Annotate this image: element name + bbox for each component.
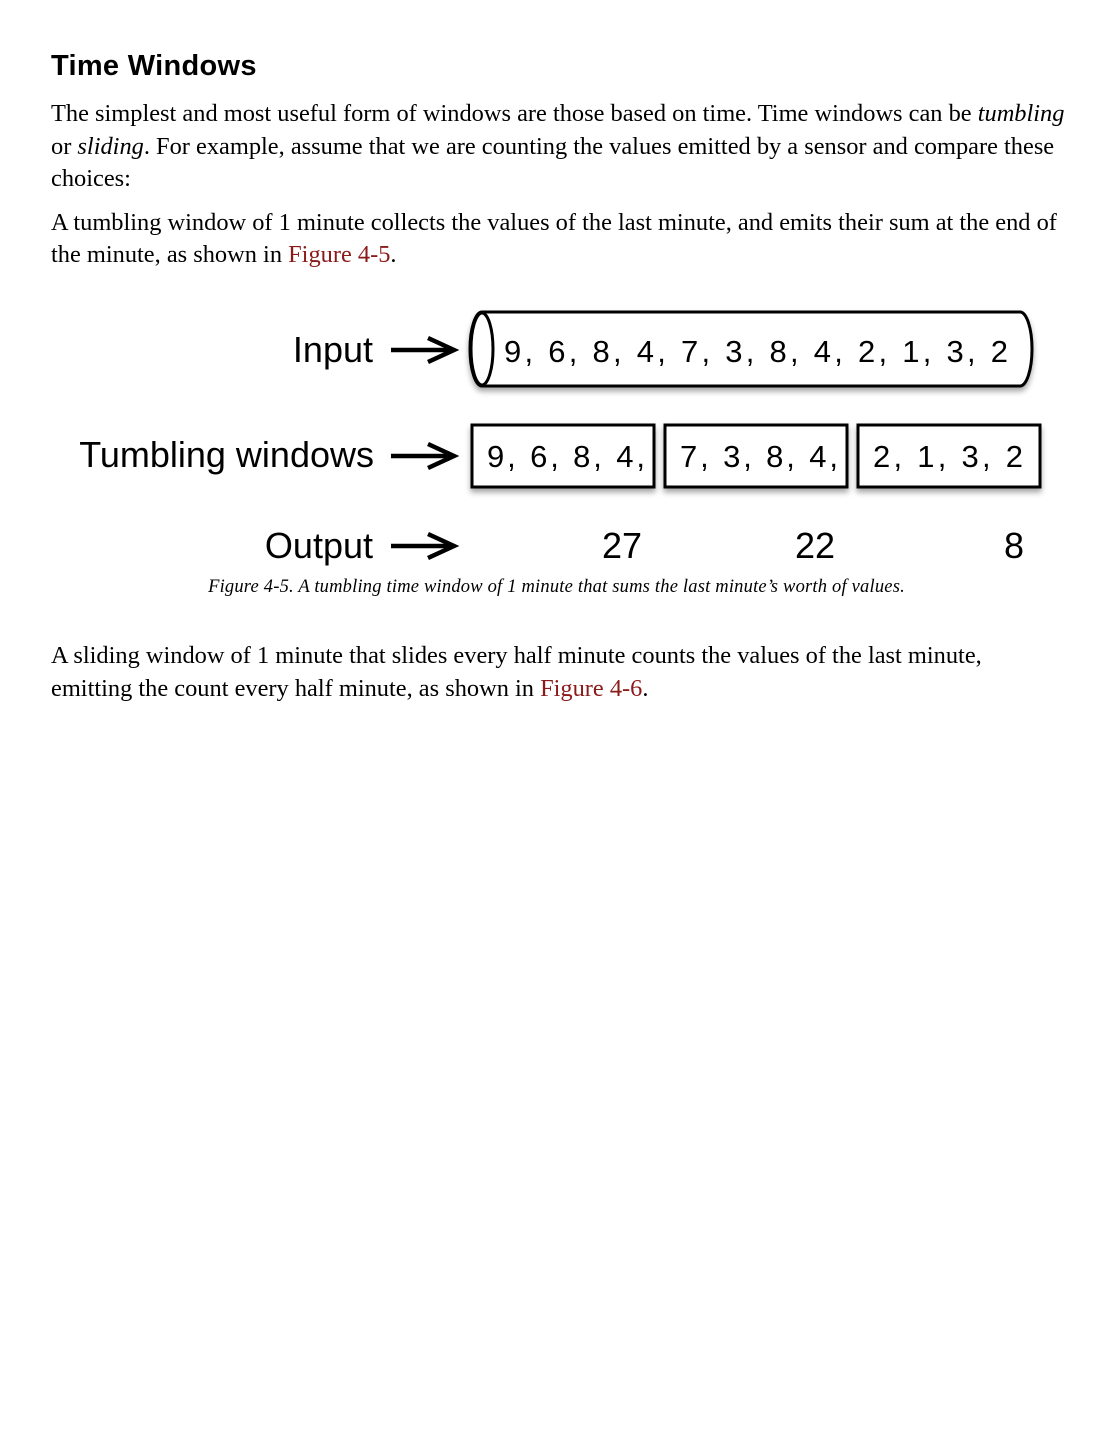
paragraph-tumbling: [51, 207, 1066, 272]
input-stream-values: 9, 6, 8, 4, 7, 3, 8, 4, 2, 1, 3, 2: [504, 334, 1008, 369]
figure-4-5: [0, 300, 1113, 610]
window-values-2: 7, 3, 8, 4,: [680, 439, 838, 474]
emphasis-sliding: sliding: [77, 132, 144, 160]
emphasis-tumbling: tumbling: [977, 100, 1065, 127]
paragraph-sliding-end: .: [642, 674, 649, 702]
output-value-1: 27: [601, 525, 643, 566]
input-label: Input: [292, 329, 373, 370]
page-content-after-figure: [51, 640, 1066, 716]
output-label: Output: [264, 525, 373, 566]
cylinder-end-icon: [471, 313, 493, 385]
paragraph-sliding-text: A sliding window of 1 minute that slides every half minute counts the values of the last minute, emitting the count every half minute, as shown in: [51, 642, 982, 702]
paragraph-tumbling-text: A tumbling window of 1 minute collects the values of the last minute, and emits their sum at the end of the minute, as shown in: [51, 208, 1057, 268]
figure-caption: Figure 4-5. A tumbling time window of 1 minute that sums the last minute’s worth of values.: [208, 577, 905, 597]
paragraph-sliding: [51, 640, 1066, 705]
paragraph-tumbling-end: .: [390, 241, 397, 268]
paragraph-intro-text-3: . For example, assume that we are counting the values emitted by a sensor and compare these choices:: [51, 132, 1055, 192]
section-title: Time Windows: [51, 50, 257, 82]
figure-4-5-link[interactable]: Figure 4-5: [288, 241, 391, 268]
window-values-3: 2, 1, 3, 2: [873, 439, 1023, 474]
page-content: [51, 44, 1066, 283]
paragraph-intro-text-1: The simplest and most useful form of windows are those based on time. Time windows can be: [51, 100, 978, 127]
output-arrow-icon: [391, 534, 454, 558]
output-value-2: 22: [794, 525, 836, 566]
input-arrow-icon: [391, 338, 454, 362]
paragraph-intro-text-2: or: [51, 132, 78, 160]
paragraph-intro: [51, 98, 1066, 196]
window-values-1: 9, 6, 8, 4,: [487, 439, 645, 474]
output-value-3: 8: [1003, 525, 1025, 566]
tumbling-window-diagram: [0, 300, 1113, 580]
figure-4-6-link[interactable]: Figure 4-6: [540, 674, 643, 702]
tumbling-arrow-icon: [391, 444, 454, 468]
tumbling-windows-label: Tumbling windows: [79, 434, 374, 475]
